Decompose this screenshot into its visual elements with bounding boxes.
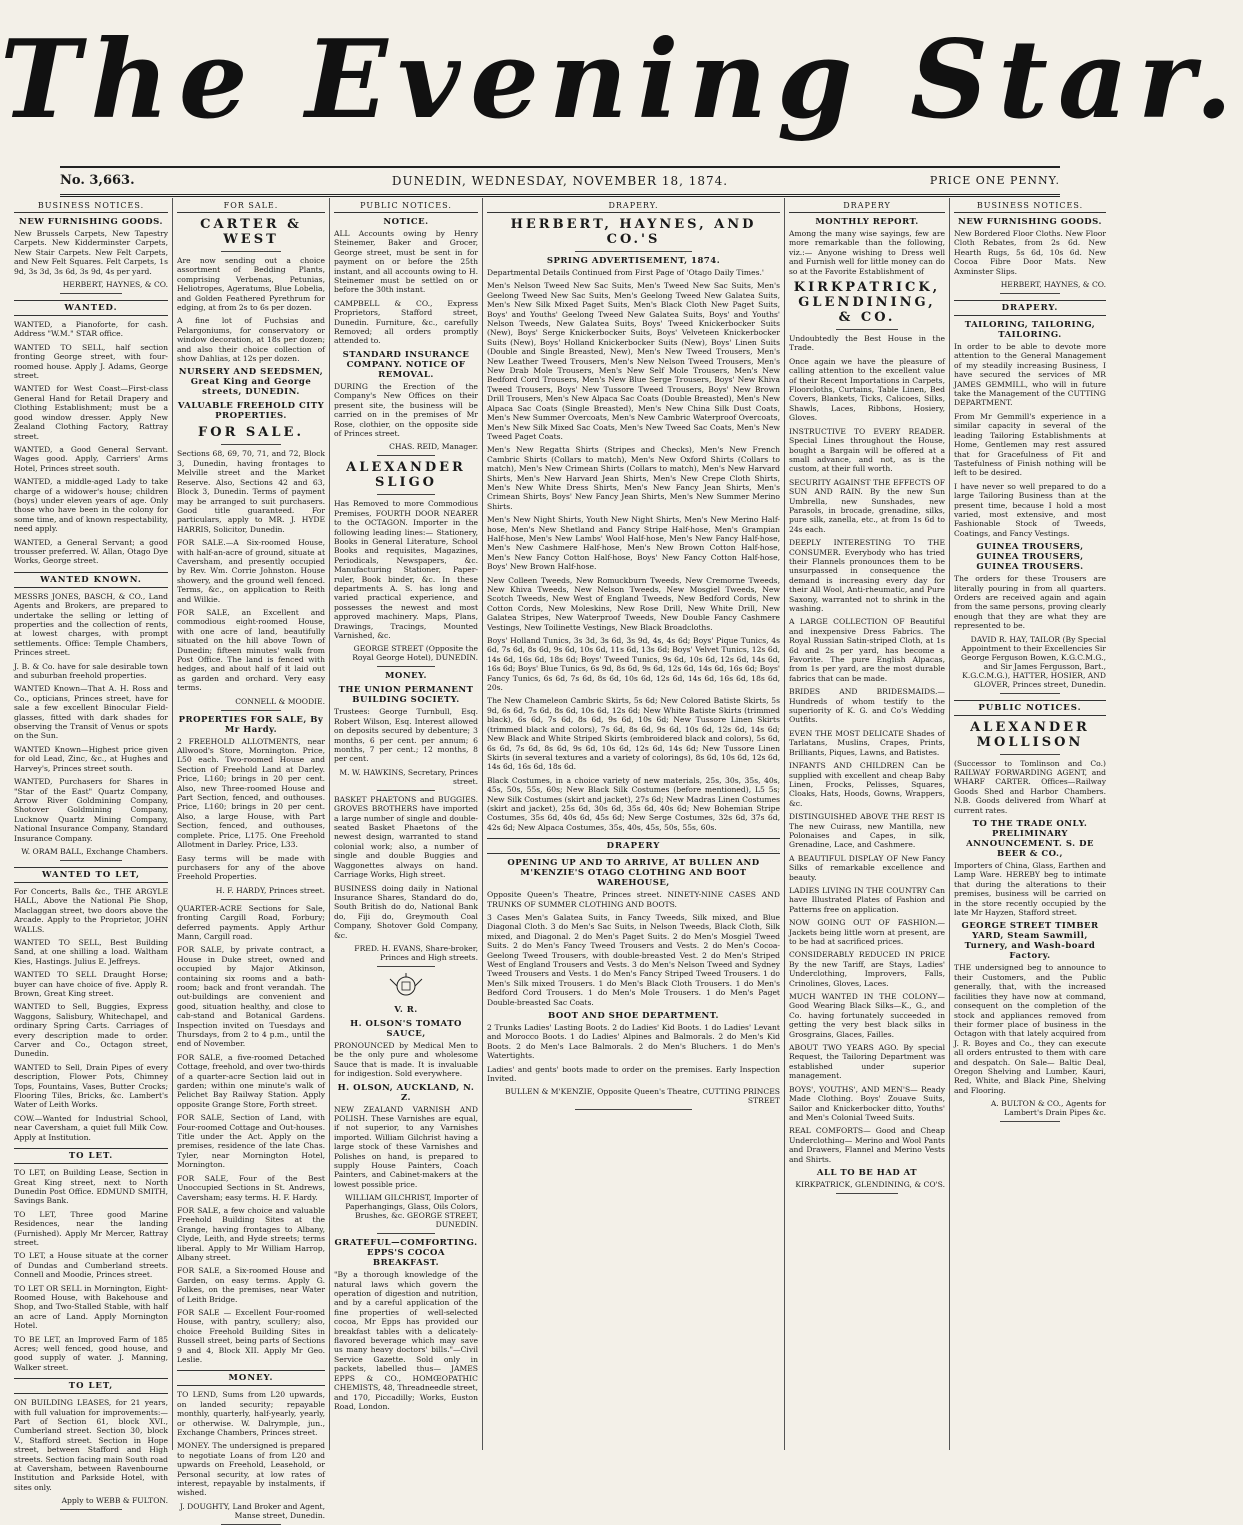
notice-text: Sections 68, 69, 70, 71, and 72, Block 3, Dunedin, having frontages to Melville street and the Market Reserve. Also, Sections 42 and 63, Block 3, Dunedin. Terms of payment may be arranged to suit purchasers. Good title guaranteed. For particulars, apply to MR. J. HYDE HARRIS, Solicitor, Dunedin. (177, 449, 325, 534)
notice-heading: MONTHLY REPORT. (815, 217, 919, 227)
notice-text: DISTINGUISHED ABOVE THE REST IS The new Cuirass, new Mantilla, new Polonaises and Capes, in silk, Grenadine, Lace, and Cashmere. (789, 812, 945, 850)
notice-text: The orders for these Trousers are literally pouring in from all quarters. Orders are received again and again from the same persons, proving clearly enough that they are what they are represented to be. (954, 574, 1106, 631)
divider (1000, 1121, 1061, 1122)
notice-text: Trustees: George Turnbull, Esq. Robert Wilson, Esq. Interest allowed on deposits secured by debenture; 3 months, 6 per cent. per annum; 6 months, 7 per cent.; 12 months, 8 per cent. (334, 707, 478, 764)
divider (575, 251, 692, 252)
notice-text: New Brussels Carpets, New Tapestry Carpets. New Kidderminster Carpets, New Stair Carpets. New Felt Carpets, and New Felt Squares. Felt Carpets, 1s 9d, 3s 3d, 3s 6d, 3s 9d, 4s per yard. (14, 229, 168, 276)
notice-heading: NEW FURNISHING GOODS. (19, 217, 163, 227)
notice-text: ABOUT TWO YEARS AGO. By special Request, the Tailoring Department was established under superior management. (789, 1043, 945, 1081)
notice-text: TO LET, a House situate at the corner of Dundas and Cumberland streets. Connell and Moodie, Princes street. (14, 1251, 168, 1280)
notice-text: WANTED Known—That A. H. Ross and Co., opticians, Princes street, have for sale a few excellent Binocular Field-glasses, fitted with dark shades for observing the Transit of Venus or spots on the Sun. (14, 684, 168, 741)
notice-heading: BOOT AND SHOE DEPARTMENT. (548, 1011, 719, 1022)
column-header: BUSINESS NOTICES. (14, 198, 168, 213)
notice-text: DURING the Erection of the Company's New Offices on their present site, the business will be carried on in the premises of Mr Rose, clothier, on the opposite side of Princes street. (334, 381, 478, 438)
notice-text: I have never so well prepared to do a large Tailoring Business than at the present time, because I hold a most varied, most extensive, and most Fashionable Stock of Tweeds, Coatings, and Fancy Vestings. (954, 481, 1106, 538)
notice-text: ON BUILDING LEASES, for 21 years, with full valuation for improvements:— Part of Section 61, block XVI., Cumberland street. Section 30, block V., Stafford street. Section in Hope street, between Stafford and High streets. Section facing main South road at Caversham, between Ravenbourne Institution and Parkside Hotel, with sites only. (14, 1398, 168, 1492)
divider (60, 1509, 122, 1510)
notice-text: Boys' Holland Tunics, 3s 3d, 3s 6d, 3s 9d, 4s, 4s 6d; Boys' Pique Tunics, 4s 6d, 7s 6d, 8s 6d, 9s 6d, 10s 6d, 11s 6d, 13s 6d; Boys' Velvet Tunics, 12s 6d, 14s 6d, 16s 6d, 18s 6d; Boys' Tweed Tunics, 9s 6d, 10s 6d, 12s 6d, 14s 6d, 16s 6d; Boys' Blue Tunics, 6s 9d, 8s 6d, 9s 6d, 12s 6d, 14s 6d, 16s 6d; Boys' Fancy Tunics, 6s 6d, 7s 6d, 8s 6d, 10s 6d, 12s 6d, 14s 6d, 16s 6d, 18s 6d, 20s. (487, 636, 780, 693)
column-6 (950, 198, 1110, 1450)
notice-text: SECURITY AGAINST THE EFFECTS OF SUN AND RAIN. By the new Sun Umbrella, new Sunshades, new Parasols, in brocade, grenadine, silks, pure silk, zanella, etc., at from 1s 6d to 24s each. (789, 477, 945, 534)
column-header: BUSINESS NOTICES. (954, 198, 1106, 213)
divider (575, 1109, 692, 1110)
notice-text: MESSRS JONES, BASCH, & CO., Land Agents and Brokers, are prepared to undertake the selling or letting of properties and the collection of rents, at lowest charges, with prompt settlements. Office: Temple Chambers, Princes street. (14, 591, 168, 658)
section-heading: WANTED KNOWN. (14, 572, 168, 588)
notice-text: INSTRUCTIVE TO EVERY READER. Special Lines throughout the House, bought a Bargain will be offered at a small advance, and not, as is the custom, at their full worth. (789, 426, 945, 474)
notice-text: TO LET OR SELL in Mornington, Eight-Roomed House, with Bakehouse and Shop, and Two-Stalled Stable, with half an acre of Land. Apply Mornington Hotel. (14, 1283, 168, 1331)
notice-signature: M. W. HAWKINS, Secretary, Princes street. (339, 767, 478, 786)
divider (1000, 293, 1061, 294)
notice-text: Men's Nelson Tweed New Sac Suits, Men's Tweed New Sac Suits, Men's Geelong Tweed New Sac Suits, Men's Geelong Tweed New Galatea Suits, Men's New Silk Mixed Paget Suits, Men's Black Cloth New Paget Suits, Boys' and Youths' Geelong Tweed New Galatea Suits, Boys' and Youths' Nelson Tweeds, New Galatea Suits, Boys' Tweed Knickerbocker Suits (New), Boys' Serge Knickerbocker Suits, Boys' Velveteen Knickerbocker Suits (New), Boys' Holland Knickerbocker Suits (New), Boys' Linen Suits (Double and Single Breasted, New), Men's New Tweed Trousers, Men's New Leather Tweed Trousers, Men's New Nelson Tweed Trousers, Men's New Drab Mole Trousers, Men's New Self Mole Trousers, Men's New Bedford Cord Trousers, Men's New Blue Serge Trousers, Boys' New Khiva Tweed Trousers, Boys' New Tussore Tweed Trousers, Boys' New Brown Drill Trousers, Men's New Alpaca Sac Coats (Double Breasted), Men's New Alpaca Sac Coats (Single Breasted), Men's New China Silk Dust Coats, Men's New Summer Overcoats, Men's New Cambric Waterproof Overcoats, Men's New Silk Mixed Sac Coats, Men's New Tweed Sac Coats, Men's New Tweed Paget Coats. (487, 281, 780, 441)
notice-text: Importers of China, Glass, Earthen and Lamp Ware. HEREBY beg to intimate that during the alterations to their premises, business will be carried on in the store recently occupied by the late Mr Hayzen, Stafford street. (954, 861, 1106, 918)
notice-text: NEW ZEALAND VARNISH AND POLISH. These Varnishes are equal, if not superior, to any Varnishes imported. William Gilchrist having a large stock of these Varnishes and Polishes on hand, is prepared to supply House Painters, Coach Painters, and Cabinet-makers at the lowest possible price. (334, 1104, 478, 1189)
notice-text: FOR SALE, by private contract, a House in Duke street, owned and occupied by Major Atkinson, containing six rooms and a bath-room; back and front verandah. The out-buildings are convenient and good, situation healthy, and close to cab-stand and Botanical Gardens. Inspection invited on Tuesdays and Thursdays, from 2 to 4 p.m., until the end of November. (177, 945, 325, 1049)
column-1 (10, 198, 173, 1506)
notice-signature: Apply to WEBB & FULTON. (61, 1496, 168, 1506)
notice-heading: H. OLSON, AUCKLAND, N. Z. (337, 1082, 475, 1103)
column-3 (330, 198, 483, 1450)
notice-text: TO BE LET, an Improved Farm of 185 Acres; well fenced, good house, and good supply of water. J. Manning, Walker street. (14, 1334, 168, 1372)
notice-signature: W. ORAM BALL, Exchange Chambers. (21, 846, 168, 856)
notice-signature: A. BULTON & CO., Agents for Lambert's Drain Pipes &c. (990, 1099, 1106, 1118)
notice-text: DEEPLY INTERESTING TO THE CONSUMER. Everybody who has tried their Flannels pronounces them to be unsurpassed in consequence the demand is increasing every day for their All Wool, Anti-rheumatic, and Pure Saxony, warranted not to shrink in the washing. (789, 538, 945, 613)
notice-text: INFANTS AND CHILDREN Can be supplied with excellent and cheap Baby Linen, Frocks, Pelisses, Squares, Cloaks, Hats, Hoods, Gowns, Wrappers, &c. (789, 761, 945, 808)
advertiser-name: ALEXANDER SLIGO (346, 460, 466, 491)
notice-text: Undoubtedly the Best House in the Trade. (789, 334, 945, 353)
notice-text: COW.—Wanted for Industrial School, near Caversham, a quiet full Milk Cow. Apply at Institution. (14, 1113, 168, 1142)
notice-text: QUARTER-ACRE Sections for Sale, fronting Cargill Road, Forbury; deferred payments. Apply Arthur Mann, Cargill road. (177, 903, 325, 941)
notice-signature: WILLIAM GILCHRIST, Importer of Paperhangings, Glass, Oils Colors, Brushes, &c. GEORGE STREET, DUNEDIN. (344, 1193, 478, 1230)
section-heading: TO LET. (14, 1148, 168, 1164)
notice-text: CAMPBELL & CO., Express Proprietors, Stafford street, Dunedin. Furniture, &c., carefully Removed; all orders promptly attended to. (334, 298, 478, 346)
notice-text: Departmental Details Continued from First Page of 'Otago Daily Times.' (487, 268, 764, 277)
notice-text: REAL COMFORTS— Good and Cheap Underclothing— Merino and Wool Pants and Drawers, Flannel and Merino Vests and Shirts. (789, 1126, 945, 1164)
advertiser-name: HERBERT, HAYNES, AND CO.'S (510, 217, 757, 247)
notice-text: Opposite Queen's Theatre, Princes street. NINETY-NINE CASES AND TRUNKS OF SUMMER CLOTHING AND BOOTS. (487, 890, 780, 909)
notice-text: MUCH WANTED IN THE COLONY— Good Wearing Black Silks—K., G., and Co. having fortunately succeeded in getting the very best black silks in Grosgrains, Glaces, Failles. (789, 992, 945, 1039)
notice-text: NOW GOING OUT OF FASHION.— Jackets being little worn at present, are to be had at sacrificed prices. (789, 918, 945, 946)
notice-heading: NEW FURNISHING GOODS. (958, 217, 1102, 227)
notice-text: BASKET PHAETONS and BUGGIES. GROVES BROTHERS have imported a large number of single and double-seated Basket Phaetons of the newest design, warranted to stand colonial work; also, a number of single and double Buggies and Waggonettes always on hand. Carriage Works, High street. (334, 794, 478, 880)
price: PRICE ONE PENNY. (929, 174, 1060, 187)
notice-text: For Concerts, Balls &c., THE ARGYLE HALL, Above the National Pie Shop, Maclaggan street, two doors above the Arcade. Apply to the Proprietor, JOHN WALLS. (14, 886, 168, 934)
notice-text: BRIDES AND BRIDESMAIDS.— Hundreds of whom testify to the superiority of K. G. and Co's Wedding Outfits. (789, 687, 945, 725)
notice-heading: TAILORING, TAILORING, TAILORING. (964, 320, 1096, 341)
notice-text: WANTED for West Coast—First-class General Hand for Retail Drapery and Clothing Establishment; must be a good window dresser. Apply New Zealand Clothing Factory, Rattray street. (14, 384, 168, 441)
notice-heading: NURSERY AND SEEDSMEN, Great King and George streets, DUNEDIN. (178, 367, 324, 398)
notice-text: FOR SALE — Excellent Four-roomed House, with pantry, scullery; also, choice Freehold Building Sites in Russell street, being parts of Sections 9 and 4, Block XII. Apply Mr Geo. Leslie. (177, 1307, 325, 1364)
notice-text: 2 Trunks Ladies' Lasting Boots. 2 do Ladies' Kid Boots. 1 do Ladies' Levant and Morocco Boots. 1 do Ladies' Alpines and Balmorals. 2 do Men's Kid Boots. 2 do Men's Lace Balmorals. 2 do Men's Bluchers. 1 do Men's Watertights. (487, 1023, 780, 1061)
notice-heading: GUINEA TROUSERS, GUINEA TROUSERS, GUINEA TROUSERS. (976, 542, 1084, 573)
notice-heading: NOTICE. (383, 217, 429, 227)
notice-heading: THE UNION PERMANENT BUILDING SOCIETY. (338, 685, 474, 706)
notice-text: BUSINESS doing daily in National Insurance Shares, Standard do do, South British do do, National Bank do, Fiji do, Greymouth Coal Company, Shotover Gold Company, &c. (334, 883, 478, 940)
notice-text: 3 Cases Men's Galatea Suits, in Fancy Tweeds, Silk mixed, and Blue Diagonal Cloth. 3 do Men's Sac Suits, in Nelson Tweeds, Black Cloth, Silk mixed, and Diagonal. 2 do Men's Paget Suits. 2 do Men's Mosgiel Tweed Suits. 2 do Men's Fancy Tweed Trousers and Vests. 2 do Men's Cocoa-Geelong Tweed Trousers, with double-breasted Vest. 2 do Men's Striped West of England Trousers and Vests. 3 do Men's Nelson Tweed and Sydney Tweed Trousers and Vests. 1 do Men's Fancy Striped Tweed Trousers. 1 do Men's Silk mixed Trousers. 1 do Men's Black Cloth Trousers. 1 do Men's Bedford Cord Trousers. 1 do Men's Mole Trousers. 1 do Men's Paget Double-breasted Sac Coats. (487, 912, 780, 1007)
divider (1000, 693, 1061, 694)
notice-text: The New Chameleon Cambric Skirts, 5s 6d; New Colored Batiste Skirts, 5s 9d, 6s 6d, 7s 6d, 8s 6d, 10s 6d, 12s 6d; New White Batiste Skirts (trimmed black), 6s 6d, 7s 6d, 8s 6d, 9s 6d, 10s 6d; New Tussore Linen Skirts (trimmed black and colors), 7s 6d, 8s 6d, 9s 6d, 10s 6d, 12s 6d, 14s 6d; New Black and White Striped Skirts (embroidered black and colors), 5s 6d, 6s 6d, 7s 6d, 8s 6d, 9s 6d, 10s 6d, 12s 6d, 14s 6d; New Tussore Linen Skirts (in several textures and a variety of colorings), 8s 6d, 10s 6d, 12s 6d, 14s 6d, 16s 6d, 18s 6d. (487, 696, 780, 772)
section-heading: WANTED. (14, 300, 168, 316)
notice-text: WANTED, a Good General Servant. Wages good. Apply, Carriers' Arms Hotel, Princes street south. (14, 444, 168, 473)
column-header: DRAPERY. (487, 198, 780, 213)
notice-text: BOYS', YOUTHS', AND MEN'S— Ready Made Clothing. Boys' Zouave Suits, Sailor and Knickerbocker ditto, Youths' and Men's Colonial Tweed Suits. (789, 1084, 945, 1122)
newspaper-title: The Evening Star. (0, 17, 1243, 143)
notice-text: WANTED, Purchasers for Shares in "Star of the East" Quartz Company, Arrow River Goldmining Company, Shotover Goldmining Company, Lucknow Quartz Mining Company, National Insurance Company, Standard Insurance Company. (14, 777, 168, 843)
notice-text: PRONOUNCED by Medical Men to be the only pure and wholesome Sauce that is made. It is invaluable for indigestion. Sold everywhere. (334, 1040, 478, 1079)
notice-text: WANTED Known—Highest price given for old Lead, Zinc, &c., at Hughes and Harvey's, Princes street south. (14, 744, 168, 773)
notice-text: ALL Accounts owing by Henry Steinemer, Baker and Grocer, George street, must be sent in for payment on or before the 25th instant, and all accounts owing to H. Steinemer must be settled on or before the 30th instant. (334, 229, 478, 295)
divider (377, 1233, 435, 1234)
notice-text: Are now sending out a choice assortment of Bedding Plants, comprising Verbenas, Petunias, Heliotropes, Ageratums, Blue Lobelia, and Golden Feathered Pyrethrum for edging, at from 2s to 6s per dozen. (177, 256, 325, 313)
notice-heading: VALUABLE FREEHOLD CITY PROPERTIES. (177, 401, 325, 422)
divider (221, 251, 280, 252)
notice-text: From Mr Gemmill's experience in a similar capacity in several of the leading Tailoring Establishments at Home, Gentlemen may rest assured that for Gracefulness of Fit and Tastefulness of Finish nothing will be left to be desired. (954, 411, 1106, 478)
notice-text: FOR SALE, a few choice and valuable Freehold Building Sites at the Grange, having frontages to Albany, Clyde, Leith, and Hyde streets; terms liberal. Apply to Mr William Harrop, Albany street. (177, 1205, 325, 1262)
notice-text: WANTED to Sell, Buggies, Express Waggons, Salisbury, Whitechapel, and ordinary Spring Carts. Carriages of every description made to order. Carver and Co., Octagon street, Dunedin. (14, 1002, 168, 1059)
notice-heading: GEORGE STREET TIMBER YARD, Steam Sawmill, Turnery, and Wash-board Factory. (961, 921, 1099, 962)
notice-text: Men's New Night Shirts, Youth New Night Shirts, Men's New Merino Half-hose, Men's New Shetland and Fancy Stripe Half-hose, Men's Grampian Half-hose, Men's New Lambs' Wool Half-hose, Men's New Fancy Half-hose, Men's New Cashmere Half-hose, Men's New Brown Cotton Half-hose, Men's New Fancy Cotton Half-hose, Boys' New Fancy Cotton Half-hose, Boys' New Brown Half-hose. (487, 515, 780, 572)
notice-text: WANTED, a middle-aged Lady to take charge of a widower's house; children (boys) under eleven years of age. Only those who have been in the colony for some time, and of known respectability, need apply. (14, 477, 168, 534)
notice-text: FOR SALE, a five-roomed Detached Cottage, freehold, and over two-thirds of a quarter-acre Section laid out in garden; within one minute's walk of Pelichet Bay Railway Station. Apply opposite Grange Store, Forth street. (177, 1052, 325, 1109)
notice-text: New Bordered Floor Cloths. New Floor Cloth Rebates, from 2s 6d. New Hearth Rugs, 5s 6d, 10s 6d. New Cocoa Fibre Door Mats. New Axminster Slips. (954, 229, 1106, 276)
notice-text: (Successor to Tomlinson and Co.) RAILWAY FORWARDING AGENT, and WHARF CARTER. Offices—Railway Goods Shed and Harbor Chambers. N.B. Goods delivered from Wharf at current rates. (954, 758, 1106, 815)
notice-text: FOR SALE, a Six-roomed House and Garden, on easy terms. Apply G. Folkes, on the premises, near Water of Leith Bridge. (177, 1266, 325, 1304)
column-header: DRAPERY (789, 198, 945, 213)
divider (221, 710, 280, 711)
divider (1000, 754, 1061, 755)
notice-text: FOR SALE, Four of the Best Unoccupied Sections in St. Andrews, Caversham; easy terms. H. F. Hardy. (177, 1173, 325, 1202)
divider (377, 790, 435, 791)
section-heading: MONEY. (177, 1370, 325, 1386)
notice-text: Black Costumes, in a choice variety of new materials, 25s, 30s, 35s, 40s, 45s, 50s, 55s, 60s; New Black Silk Costumes (before mentioned), L5 5s; New Silk Costumes (skirt and jacket), 27s 6d; New Madras Linen Costumes (skirt and jacket), 25s 6d, 30s 6d, 35s 6d, 40s 6d; New Bohemian Stripe Costumes, 35s 6d, 40s 6d, 45s 6d; New Serge Costumes, 32s 6d, 37s 6d, 42s 6d; New Alpaca Costumes, 35s, 40s, 45s, 50s, 55s, 60s. (487, 775, 780, 832)
notice-heading: GRATEFUL—COMFORTING. EPPS'S COCOA BREAKFAST. (334, 1238, 478, 1269)
advertiser-name: FOR SALE. (198, 425, 304, 441)
section-heading: DRAPERY. (954, 300, 1106, 316)
advertiser-name: KIRKPATRICK, GLENDINING, & CO. (793, 280, 941, 326)
notice-text: WANTED TO SELL, half section fronting George street, with four-roomed house. Apply J. Adams, George street. (14, 342, 168, 381)
advertiser-name: CARTER & WEST (200, 217, 302, 247)
notice-text: WANTED to Sell, Drain Pipes of every description, Flower Pots, Chimney Tops, Fountains, Vases, Butter Crocks; Flooring Tiles, Bricks, &c. Lambert's Water of Leith Works. (14, 1062, 168, 1110)
notice-heading: MONEY. (385, 671, 427, 682)
notice-text: 2 FREEHOLD ALLOTMENTS, near Allwood's Store, Mornington. Price, L50 each. Two-roomed House and Section of Freehold Land at Darley. Price, L160; brings in 20 per cent. Also, new Three-roomed House and Part Section, fenced, and outhouses. Price, L160; brings in 20 per cent. Also, a large House, with Part Section, fenced, and outhouses, complete. Price, L175. One Freehold Allotment in Darley. Price, L33. (177, 736, 325, 850)
dateline (60, 166, 1060, 197)
notice-signature: DAVID R. HAY, TAILOR (By Special Appointment to their Excellencies Sir George Ferguson Bowen, K.G.C.M.G., and Sir James Fergusson, Bart., K.G.C.M.G.), HATTER, HOSIER, AND GLOVER, Princes street, Dunedin. (961, 634, 1106, 689)
notice-heading: H. OLSON'S TOMATO SAUCE, (350, 1018, 462, 1039)
issue-number: No. 3,663. (60, 173, 135, 188)
column-header: FOR SALE. (177, 198, 325, 213)
newspaper-page (10, 198, 1110, 1520)
divider (221, 899, 280, 900)
notice-text: TO LET, Three good Marine Residences, near the landing (Furnished). Apply Mr Mercer, Rattray street. (14, 1209, 168, 1247)
notice-text: THE undersigned beg to announce to their Customers, and the Public generally, that, with the increased facilities they have now at command, consequent on the completion of the stock and appliances removed from their former place of business in the Octagon with that lately acquired from J. R. Boyes and Co., they can execute all orders entrusted to them with care and despatch. On Sale— Baltic Deal, Oregon Shelving and Lumber, Kauri, Red, White, and Black Pine, Shelving and Flooring. (954, 963, 1106, 1095)
column-header: PUBLIC NOTICES. (334, 198, 478, 213)
crest-label: V. R. (394, 1004, 418, 1015)
notice-text: Ladies' and gents' boots made to order on the premises. Early Inspection Invited. (487, 1064, 780, 1084)
notice-signature: J. DOUGHTY, Land Broker and Agent, Manse street, Dunedin. (179, 1501, 325, 1520)
notice-text: Has Removed to more Commodious Premises, FOURTH DOOR NEARER to the OCTAGON. Importer in the following leading lines:— Stationery, Books in General Literature, School Books and requisites, Magazines, Periodicals, Newspapers, &c. Manufacturing Stationer, Paper-ruler, Book binder, &c. In these departments A. S. has long and varied practical experience, and possesses the newest and most approved machinery. Maps, Plans, Drawings, Tracings, Mounted Varnished, &c. (334, 499, 478, 640)
notice-text: WANTED, a General Servant; a good trousser preferred. W. Allan, Otago Dye Works, George street. (14, 537, 168, 566)
notice-signature: HERBERT, HAYNES, & CO. (1000, 280, 1106, 290)
notice-text: J. B. & Co. have for sale desirable town and suburban freehold properties. (14, 661, 168, 681)
notice-heading: SPRING ADVERTISEMENT, 1874. (546, 256, 721, 266)
notice-text: New Colleen Tweeds, New Romuckburn Tweeds, New Cremorne Tweeds, New Khiva Tweeds, New Nelson Tweeds, New Mosgiel Tweeds, New Scotch Tweeds, New West of England Tweeds, New Bedford Cords, New Cotton Cords, New Moleskins, New Rose Drill, New White Drill, New Galatea Stripes, New Waterproof Tweeds, New Double Fancy Cashmere Vestings, New Toilinette Vestings, New Black Broadcloths. (487, 575, 780, 632)
notice-text: TO LEND, Sums from L20 upwards, on landed security; repayable monthly, quarterly, half-yearly, yearly, or otherwise. W. Dalrymple, jun., Exchange Chambers, Princes street. (177, 1390, 325, 1438)
section-heading: PUBLIC NOTICES. (954, 700, 1106, 716)
divider (377, 666, 435, 667)
notice-text: CONSIDERABLY REDUCED IN PRICE By the new Tariff, are Stays, Ladies' Underclothing, Improvers, Falls, Crinolines, Gloves, Laces. (789, 950, 945, 988)
place-date: DUNEDIN, WEDNESDAY, NOVEMBER 18, 1874. (391, 174, 729, 188)
column-4 (483, 198, 785, 1450)
notice-signature: H. F. HARDY, Princes street. (215, 885, 325, 895)
notice-heading: OPENING UP AND TO ARRIVE, AT BULLEN AND M'KENZIE'S OTAGO CLOTHING AND BOOT WAREHOUSE, (507, 858, 760, 889)
section-heading: TO LET, (14, 1378, 168, 1394)
notice-text: FOR SALE.—A Six-roomed House, with half-an-acre of ground, situate at Caversham, and presently occupied by Rev. Wm. Corrie Johnston. House showery, and the ground well fenced. Terms, &c., on application to Reith and Wilkie. (177, 538, 325, 604)
notice-signature: BULLEN & M'KENZIE, Opposite Queen's Theatre, CUTTING PRINCES STREET (504, 1087, 780, 1106)
column-2 (173, 198, 330, 1520)
section-heading: DRAPERY (487, 838, 780, 854)
notice-text: MONEY. The undersigned is prepared to negotiate Loans of from L20 and upwards on Freehold, Leasehold, or Personal security, at low rates of interest, repayable by instalments, if wished. (177, 1441, 325, 1498)
column-5 (785, 198, 950, 1450)
notice-text: FOR SALE, Section of Land, with Four-roomed Cottage and Out-houses. Title under the Act. Apply on the premises, residence of the late Chas. Tyler, near Mornington Hotel, Mornington. (177, 1113, 325, 1170)
divider (221, 444, 280, 445)
notice-text: WANTED, a Pianoforte, for cash. Address "W.M." STAR office. (14, 320, 168, 339)
notice-text: Men's New Regatta Shirts (Stripes and Checks), Men's New French Cambric Shirts (Collars to match), Men's New Oxford Shirts (Collars to match), Men's New Crimean Shirts (Collars to match), Men's New Harvard Shirts, Men's New Harvard Jean Shirts, Men's New Crepe Cloth Shirts, Men's New White Dress Shirts, Men's New Fancy Jean Shirts, Men's Crimean Shirts, Boys' New Fancy Jean Shirts, Men's New Summer Merino Shirts. (487, 445, 780, 511)
notice-signature: FRED. H. EVANS, Share-broker, Princes and High streets. (354, 943, 478, 962)
notice-text: WANTED TO SELL Draught Horse; buyer can have choice of five. Apply R. Brown, Great King street. (14, 970, 168, 998)
notice-heading: STANDARD INSURANCE COMPANY. NOTICE OF REMOVAL. (342, 349, 470, 380)
notice-signature: CONNELL & MOODIE. (235, 696, 325, 706)
notice-text: EVEN THE MOST DELICATE Shades of Tarlatans, Muslins, Crapes, Prints, Brilliants, Piques, Lawns, and Batistes. (789, 728, 945, 757)
notice-heading: PROPERTIES FOR SALE, By Mr Hardy. (178, 714, 324, 735)
notice-text: FOR SALE, an Excellent and commodious eight-roomed House, with one acre of land, beautifully situated on the hill above Town of Dunedin; fifteen minutes' walk from Post Office. The land is fenced with hedges, and about half of it laid out as garden and orchard. Very easy terms. (177, 607, 325, 693)
notice-heading: ALL TO BE HAD AT (816, 1167, 918, 1178)
notice-text: Once again we have the pleasure of calling attention to the excellent value of their Recent Importations in Carpets, Floorcloths, Curtains, Table Linen, Bed Covers, Blankets, Ticks, Calicoes, Silks, Shawls, Laces, Ribbons, Hosiery, Gloves. (789, 356, 945, 423)
notice-signature: KIRKPATRICK, GLENDINING, & CO'S. (795, 1179, 945, 1189)
notice-heading: TO THE TRADE ONLY. PRELIMINARY ANNOUNCEMENT. S. DE BEER & CO., (966, 819, 1094, 860)
divider (60, 860, 122, 861)
royal-crest-icon (334, 971, 478, 1015)
divider (836, 329, 898, 330)
notice-signature: GEORGE STREET (Opposite the Royal George Hotel), DUNEDIN. (352, 644, 478, 663)
notice-text: A LARGE COLLECTION OF Beautiful and inexpensive Dress Fabrics. The Royal Russian Satin-striped Cloth, at 1s 6d and 2s per yard, has become a Favorite. The pure English Alpacas, from 1s per yard, are the most durable fabrics that can be made. (789, 617, 945, 683)
notice-text: "By a thorough knowledge of the natural laws which govern the operation of digestion and nutrition, and by a careful application of the fine properties of well-selected cocoa, Mr Epps has provided our breakfast tables with a delicately-flavored beverage which may save us many heavy doctors' bills."—Civil Service Gazette. Sold only in packets, labelled thus— JAMES EPPS & CO., HOMŒOPATHIC CHEMISTS, 48, Threadneedle street, and 170, Piccadilly; Works, Euston Road, London. (334, 1270, 478, 1411)
notice-text: In order to be able to devote more attention to the General Management of my steadily increasing Business, I have secured the services of MR JAMES GEMMILL, who will in future take the Management of the CUTTING DEPARTMENT. (954, 342, 1106, 408)
notice-signature: HERBERT, HAYNES, & CO. (62, 280, 168, 290)
divider (377, 966, 435, 967)
notice-text: A BEAUTIFUL DISPLAY OF New Fancy Silks of remarkable excellence and beauty. (789, 853, 945, 882)
masthead (0, 0, 1243, 168)
notice-text: Easy terms will be made with purchasers for any of the above Freehold Properties. (177, 853, 325, 882)
advertiser-name: ALEXANDER MOLLISON (970, 719, 1090, 750)
notice-text: A fine lot of Fuchsias and Pelargoniums, for conservatory or window decoration, at 18s per dozen; and also their choice collection of show Dahlias, at 12s per dozen. (177, 316, 325, 364)
divider (377, 494, 435, 495)
divider (377, 455, 435, 456)
notice-text: LADIES LIVING IN THE COUNTRY Can have Illustrated Plates of Fashion and Patterns free on application. (789, 885, 945, 914)
notice-signature: CHAS. REID, Manager. (389, 442, 478, 452)
notice-text: WANTED TO SELL, Best Building Sand, at one shilling a load. Waltham Kies, Hastings. Julius E. Jeffreys. (14, 937, 168, 966)
section-heading: WANTED TO LET, (14, 867, 168, 883)
divider (60, 293, 122, 294)
notice-text: Among the many wise sayings, few are more remarkable than the following, viz.:— Anyone wishing to Dress well and Furnish well for little money can do so at the Favorite Establishment of (789, 229, 945, 276)
divider (836, 1193, 898, 1194)
notice-text: TO LET, on Building Lease, Section in Great King street, next to North Dunedin Post Office. EDMUND SMITH, Savings Bank. (14, 1168, 168, 1206)
